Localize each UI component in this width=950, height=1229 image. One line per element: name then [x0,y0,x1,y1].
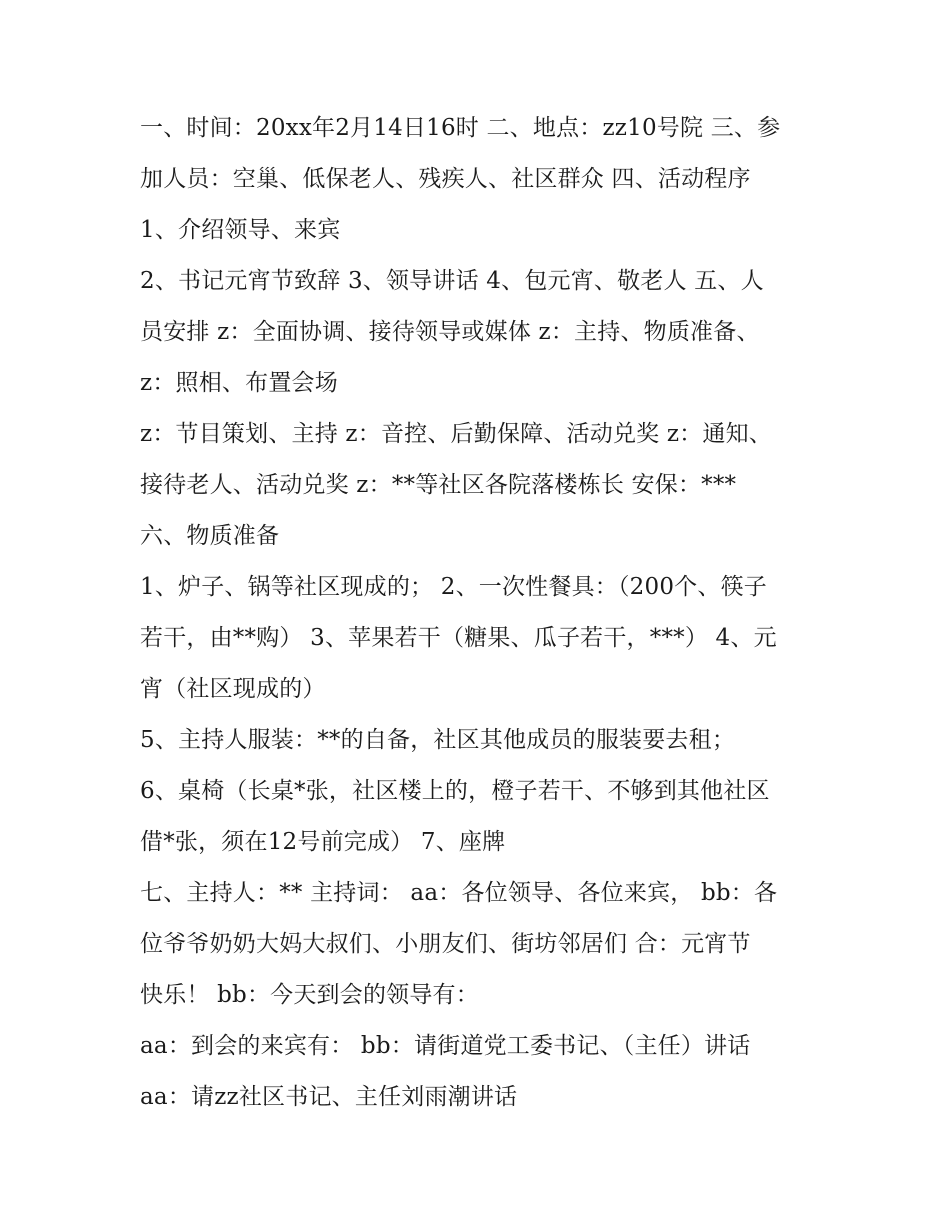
text-line: 员安排 z：全面协调、接待领导或媒体 z：主持、物质准备、 [140,319,760,345]
text-line: 1、介绍领导、来宾 [140,217,341,243]
text-line: z：照相、布置会场 [140,370,338,396]
text-line: 加人员：空巢、低保老人、残疾人、社区群众 四、活动程序 [140,166,751,192]
text-line: 宵（社区现成的） [140,676,326,702]
text-line: z：节目策划、主持 z：音控、后勤保障、活动兑奖 z：通知、 [140,421,772,447]
text-line: 若干，由**购） 3、苹果若干（糖果、瓜子若干，***） 4、元 [140,625,777,651]
text-line: 借*张，须在12号前完成） 7、座牌 [140,829,506,855]
text-line: 七、主持人：** 主持词： aa：各位领导、各位来宾， bb：各 [140,880,778,906]
text-line: aa：请zz社区书记、主任刘雨潮讲话 [140,1084,518,1110]
text-line: 5、主持人服装：**的自备，社区其他成员的服装要去租； [140,727,736,753]
text-line: aa：到会的来宾有： bb：请街道党工委书记、（主任）讲话 [140,1033,751,1059]
text-line: 2、书记元宵节致辞 3、领导讲话 4、包元宵、敬老人 五、人 [140,268,764,294]
text-line: 6、桌椅（长桌*张，社区楼上的，橙子若干、不够到其他社区 [140,778,770,804]
text-line: 快乐！ bb：今天到会的领导有： [140,982,479,1008]
section-heading: 六、物质准备 [140,523,280,549]
text-line: 1、炉子、锅等社区现成的； 2、一次性餐具：（200个、筷子 [140,574,767,600]
document-body [140,103,820,1123]
text-line: 一、时间：20xx年2月14日16时 二、地点：zz10号院 三、参 [140,115,781,141]
text-line: 接待老人、活动兑奖 z：**等社区各院落楼栋长 安保：*** [140,472,737,498]
text-line: 位爷爷奶奶大妈大叔们、小朋友们、街坊邻居们 合：元宵节 [140,931,751,957]
